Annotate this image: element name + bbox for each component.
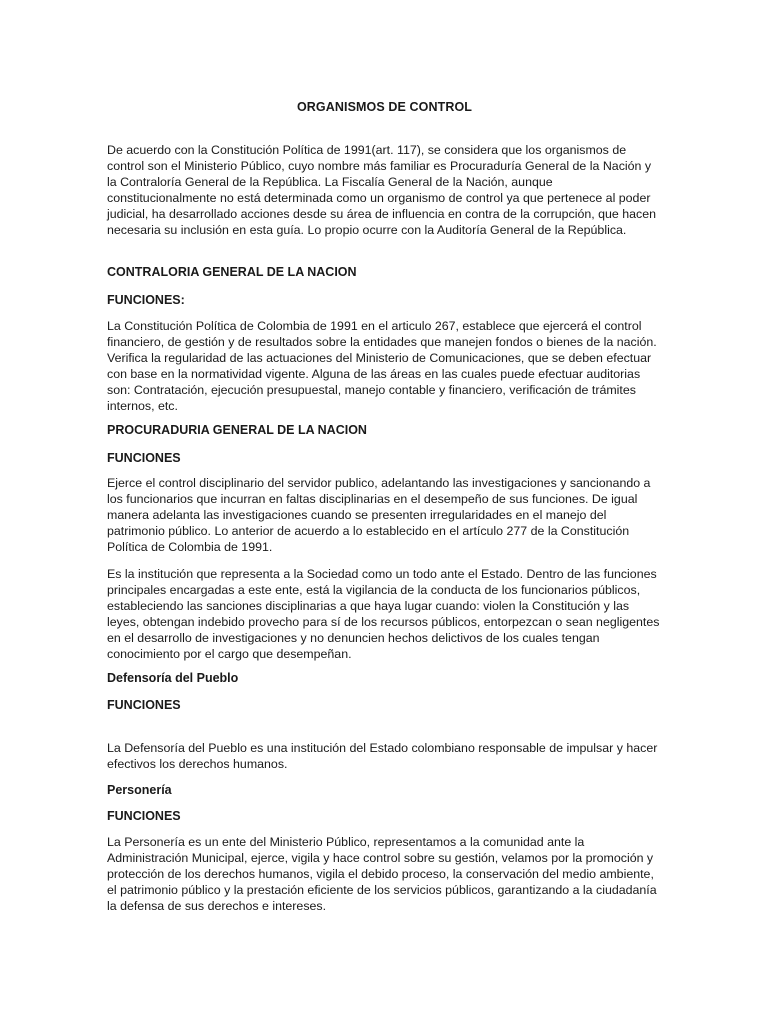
contraloria-functions-heading: FUNCIONES: [107,293,185,307]
defensoria-heading: Defensoría del Pueblo [107,671,239,685]
procuraduria-paragraph-2: Es la institución que representa a la Sociedad como un todo ante el Estado. Dentro de las funciones principales encargadas a este ente, está la vigilancia de la conducta de los funcionarios públicos, estableciendo las sanciones disciplinarias a que haya lugar cuando: violen la Constitución y las leyes, obtengan indebido provecho para sí de los recursos públicos, entorpezcan o sean negligentes en el desarrollo de investigaciones y no denuncien hechos delictivos de los cuales tengan conocimiento por el cargo que desempeñan. [107,567,660,661]
personeria-paragraph: La Personería es un ente del Ministerio Público, representamos a la comunidad ante la Administración Municipal, ejerce, vigila y hace control sobre su gestión, velamos por la promoción y protección de los derechos humanos, vigila el debido proceso, la conservación del medio ambiente, el patrimonio público y la prestación eficiente de los servicios públicos, garantizando a la ciudadanía la defensa de sus derechos e intereses. [107,835,657,913]
personeria-functions-heading: FUNCIONES [107,809,181,823]
personeria-heading: Personería [107,783,172,797]
intro-paragraph: De acuerdo con la Constitución Política de 1991(art. 117), se considera que los organismos de control son el Ministerio Público, cuyo nombre más familiar es Procuraduría General de la Nación y la Contraloría General de la República. La Fiscalía General de la Nación, aunque constitucionalmente no está determinada como un organismo de control ya que pertenece al poder judicial, ha desarrollado acciones desde su área de influencia en contra de la corrupción, que hacen necesaria su inclusión en esta guía. Lo propio ocurre con la Auditoría General de la República. [107,143,656,237]
contraloria-heading: CONTRALORIA GENERAL DE LA NACION [107,265,357,279]
procuraduria-functions-heading: FUNCIONES [107,451,181,465]
document-title: ORGANISMOS DE CONTROL [296,100,473,115]
contraloria-paragraph: La Constitución Política de Colombia de 1991 en el articulo 267, establece que ejercerá el control financiero, de gestión y de resultados sobre la entidades que manejen fondos o bienes de la nación. Verifica la regularidad de las actuaciones del Ministerio de Comunicaciones, que se deben efectuar con base en la normatividad vigente. Alguna de las áreas en las cuales puede efectuar auditorias son: Contratación, ejecución presupuestal, manejo contable y financiero, verificación de trámites internos, etc. [107,319,657,413]
defensoria-paragraph: La Defensoría del Pueblo es una institución del Estado colombiano responsable de impulsar y hacer efectivos los derechos humanos. [107,741,658,771]
procuraduria-heading: PROCURADURIA GENERAL DE LA NACION [107,423,367,437]
defensoria-functions-heading: FUNCIONES [107,698,181,712]
procuraduria-paragraph-1: Ejerce el control disciplinario del servidor publico, adelantando las investigaciones y sancionando a los funcionarios que incurran en faltas disciplinarias en el desempeño de sus funciones. De igual manera adelanta las investigaciones cuando se presenten irregularidades en el manejo del patrimonio público. Lo anterior de acuerdo a lo establecido en el artículo 277 de la Constitución Política de Colombia de 1991. [107,476,651,554]
